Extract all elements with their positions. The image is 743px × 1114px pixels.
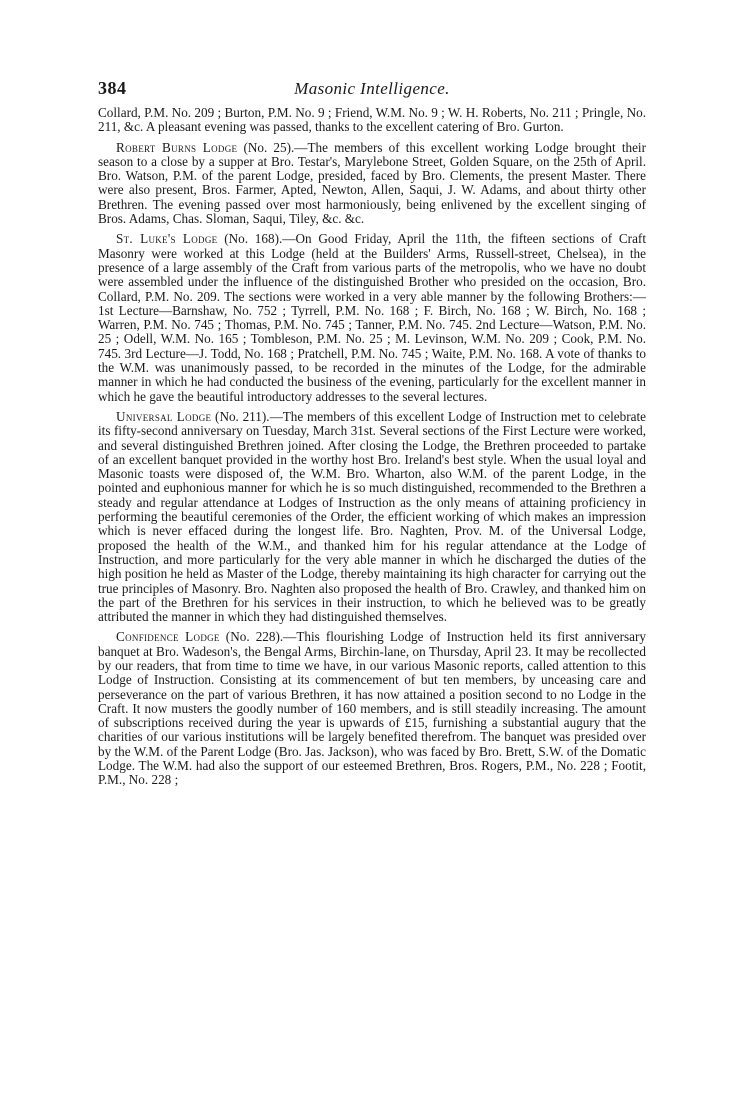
paragraph-text: Collard, P.M. No. 209 ; Burton, P.M. No. 9 ; Friend, W.M. No. 9 ; W. H. Roberts, No. 211 ; Pringle, No. 211, &c. A pleasant evening was passed, thanks to the excellent catering of Bro. Gurton. <box>98 105 646 135</box>
lodge-heading: Universal Lodge <box>116 408 212 424</box>
paragraph-text: (No. 228).—This flourishing Lodge of Instruction held its first anniversary banquet at Bro. Wadeson's, the Bengal Arms, Birchin-lane, on Thursday, April 23. It may be recollected by our readers, that from time to time we have, in our various Masonic reports, called attention to this Lodge of Instruction. Consisting at its commencement of but ten members, by unceasing care and perseverance on the part of various Brethren, it has now attained a position second to no Lodge in the Craft. It now musters the goodly number of 160 members, and is still steadily increasing. The amount of subscriptions received during the year is upwards of £15, furnishing a substantial augury that the charities of our various institutions will be largely benefited therefrom. The banquet was presided over by the W.M. of the Parent Lodge (Bro. Jas. Jackson), who was faced by Bro. Brett, S.W. of the Domatic Lodge. The W.M. had also the support of our esteemed Brethren, Bros. Rogers, P.M., No. 228 ; Footit, P.M., No. 228 ; <box>98 629 647 788</box>
paragraph-text: (No. 25).—The members of this excellent working Lodge brought their season to a close by a supper at Bro. Testar's, Marylebone Street, Golden Square, on the 25th of April. Bro. Watson, P.M. of the parent Lodge, presided, faced by Bro. Clements, the present Master. There were also present, Bros. Farmer, Apted, Newton, Allen, Saqui, J. W. Adams, and about thirty other Brethren. The evening passed over most harmoniously, being enlivened by the excellent singing of Bros. Adams, Chas. Sloman, Saqui, Tiley, &c. &c. <box>98 139 646 227</box>
paragraph-robert-burns-lodge <box>98 141 646 227</box>
page-number: 384 <box>98 78 127 98</box>
paragraph-confidence-lodge <box>98 630 646 787</box>
paragraph-collard-continuation <box>98 106 646 135</box>
running-head <box>98 78 646 102</box>
page <box>98 78 646 794</box>
article-body <box>98 106 646 788</box>
running-title: Masonic Intelligence. <box>294 79 450 98</box>
paragraph-text: (No. 211).—The members of this excellent Lodge of Instruction met to celebrate its fifty-second anniversary on Tuesday, March 31st. Several sections of the First Lecture were worked, and several distinguished Brethren joined. After closing the Lodge, the Brethren proceeded to partake of an excellent banquet provided in the worthy host Bro. Ireland's best style. When the usual loyal and Masonic toasts were disposed of, the W.M. Bro. Wharton, also W.M. of the parent Lodge, in the pointed and euphonious manner for which he is so much distinguished, recommended to the Brethren a steady and regular attendance at Lodges of Instruction as the only means of attaining proficiency in performing the beautiful ceremonies of the Order, the efficient working of which makes an impression which is never effaced during the longest life. Bro. Naghten, Prov. M. of the Universal Lodge, proposed the health of the W.M., and thanked him for his regular attendance at the Lodge of Instruction, and more particularly for the very able manner in which he discharged the duties of the high position he held as Master of the Lodge, thereby maintaining its high character for carrying out the true principles of Masonry. Bro. Naghten also proposed the health of Bro. Crawley, and thanked him on the part of the Brethren for his services in their instruction, to which he believed was to be greatly attributed the manner in which they had distinguished themselves. <box>98 408 646 625</box>
lodge-heading: St. Luke's Lodge <box>116 231 218 247</box>
lodge-heading: Robert Burns Lodge <box>116 139 238 155</box>
paragraph-text: (No. 168).—On Good Friday, April the 11th, the fifteen sections of Craft Masonry were worked at this Lodge (held at the Builders' Arms, Russell-street, Chelsea), in the presence of a large assembly of the Craft from various parts of the metropolis, who we have no doubt were assembled under the influence of the distinguished Brother who presided on the occasion, Bro. Collard, P.M. No. 209. The sections were worked in a very able manner by the following Brothers:—1st Lecture—Barnshaw, No. 752 ; Tyrrell, P.M. No. 168 ; F. Birch, No. 168 ; W. Birch, No. 168 ; Warren, P.M. No. 745 ; Thomas, P.M. No. 745 ; Tanner, P.M. No. 745. 2nd Lecture—Watson, P.M. No. 25 ; Odell, W.M. No. 165 ; Tombleson, P.M. No. 25 ; M. Levinson, W.M. No. 209 ; Cook, P.M. No. 745. 3rd Lecture—J. Todd, No. 168 ; Pratchell, P.M. No. 745 ; Waite, P.M. No. 168. A vote of thanks to the W.M. was unanimously passed, to be recorded in the minutes of the Lodge, for the admirable manner in which he had conducted the business of the evening, particularly for the excellent manner in which he gave the beautiful introductory addresses to the several lectures. <box>98 231 646 404</box>
lodge-heading: Confidence Lodge <box>116 629 220 645</box>
paragraph-st-lukes-lodge <box>98 232 646 404</box>
paragraph-universal-lodge <box>98 410 646 624</box>
